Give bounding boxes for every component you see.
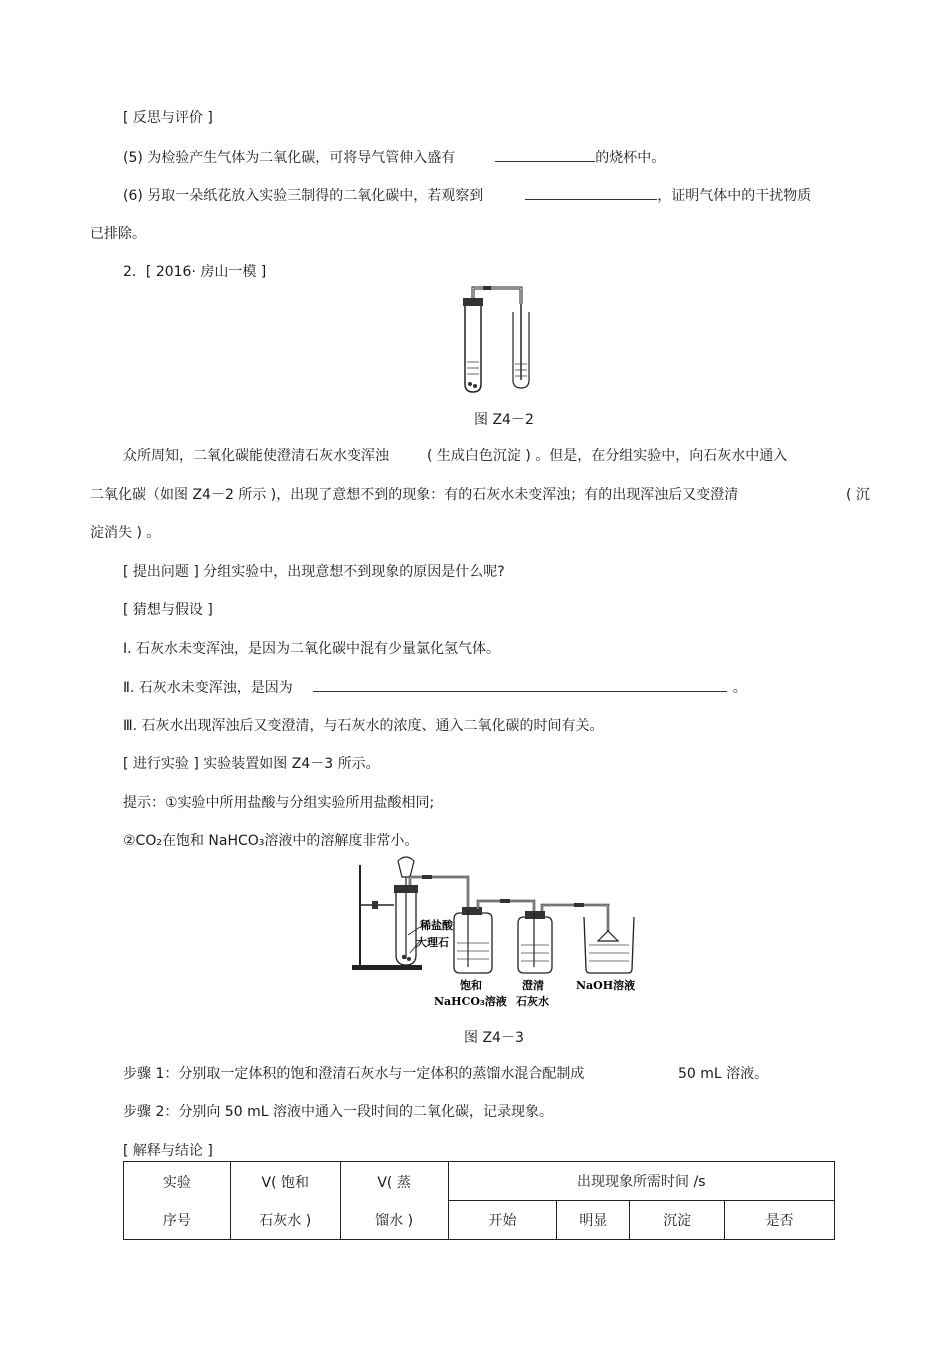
hypothesis-3: Ⅲ. 石灰水出现浑浊后又变澄清，与石灰水的浓度、通入二氧化碳的时间有关。 <box>123 718 604 734</box>
label-beaker: NaOH溶液 <box>576 979 636 992</box>
subheader-cell-start: 开始 <box>448 1201 557 1240</box>
hypothesis-2-text: Ⅱ. 石灰水未变浑浊，是因为 <box>123 680 293 696</box>
header-text: V( 蒸 <box>377 1174 411 1191</box>
section-heading-reflection: [ 反思与评价 ] <box>123 110 213 126</box>
answer-blank[interactable] <box>525 185 657 200</box>
step-1-text: 步骤 1：分别取一定体积的饱和澄清石灰水与一定体积的蒸馏水混合配制成 <box>123 1066 585 1082</box>
figure-caption: 图 Z4－2 <box>474 412 534 428</box>
experiment-heading: [ 进行实验 ] 实验装置如图 Z4－3 所示。 <box>123 756 380 772</box>
question-5-tail: 的烧杯中。 <box>595 150 666 166</box>
header-cell-time-required: 出现现象所需时间 /s <box>448 1162 834 1201</box>
question-6-text: (6) 另取一朵纸花放入实验三制得的二氧化碳中，若观察到 <box>123 188 484 204</box>
header-cell-limewater-volume <box>230 1162 340 1240</box>
apparatus-figure <box>350 855 650 1015</box>
step-1 <box>123 1064 584 1084</box>
intro-line-2-a: 二氧化碳（如图 Z4－2 所示 )，出现了意想不到的现象：有的石灰水未变浑浊；有的出现浑浊后又变澄清 <box>90 487 739 503</box>
step-1-tail: 50 mL 溶液。 <box>678 1066 769 1082</box>
question-6-tail: ，证明气体中的干扰物质 <box>657 188 812 204</box>
header-text: 序号 <box>162 1212 191 1229</box>
intro-line-3: 淀消失 ) 。 <box>90 525 161 541</box>
answer-blank[interactable] <box>495 147 595 162</box>
hypothesis-2 <box>123 677 747 698</box>
hypothesis-1: Ⅰ. 石灰水未变浑浊，是因为二氧化碳中混有少量氯化氢气体。 <box>123 641 501 657</box>
label-marble: 大理石 <box>416 936 449 949</box>
results-table <box>123 1161 835 1240</box>
header-text: V( 饱和 <box>261 1174 310 1191</box>
intro-line-2 <box>90 485 738 505</box>
question-5-text: (5) 为检验产生气体为二氧化碳，可将导气管伸入盛有 <box>123 150 456 166</box>
label-acid: 稀盐酸 <box>420 919 453 932</box>
question-5 <box>123 147 665 168</box>
answer-blank[interactable] <box>313 677 727 692</box>
intro-line-1-a: 众所周知，二氧化碳能使澄清石灰水变浑浊 <box>123 448 389 464</box>
step-2: 步骤 2：分别向 50 mL 溶液中通入一段时间的二氧化碳，记录现象。 <box>123 1104 553 1120</box>
subheader-cell-obvious: 明显 <box>557 1201 630 1240</box>
question-heading: [ 提出问题 ] 分组实验中，出现意想不到现象的原因是什么呢? <box>123 564 505 580</box>
subheader-cell-whether: 是否 <box>725 1201 835 1240</box>
conclusion-heading: [ 解释与结论 ] <box>123 1143 213 1159</box>
label-bottle2-a: 澄清 <box>522 979 544 992</box>
tip-1: 提示：①实验中所用盐酸与分组实验所用盐酸相同; <box>123 795 435 811</box>
question-6-continued: 已排除。 <box>90 226 146 242</box>
header-text: 馏水 ) <box>375 1212 414 1229</box>
intro-line-1-b: ( 生成白色沉淀 ) 。但是，在分组实验中，向石灰水中通入 <box>427 448 788 464</box>
label-bottle1-b: NaHCO₃溶液 <box>434 995 507 1008</box>
question-6 <box>123 185 811 206</box>
header-text: 实验 <box>162 1174 191 1191</box>
header-cell-experiment-no <box>124 1162 231 1240</box>
problem-number: 2．[ 2016· 房山一模 ] <box>123 264 267 280</box>
intro-line-2-b: ( 沉 <box>846 487 870 503</box>
subheader-cell-precipitate: 沉淀 <box>630 1201 725 1240</box>
label-bottle1-a: 饱和 <box>460 979 482 992</box>
hypothesis-2-tail: 。 <box>732 680 747 696</box>
figure-caption: 图 Z4－3 <box>464 1030 524 1046</box>
test-tube-figure <box>455 284 535 396</box>
hypothesis-heading: [ 猜想与假设 ] <box>123 602 213 618</box>
label-bottle2-b: 石灰水 <box>516 995 549 1008</box>
tip-2: ②CO₂在饱和 NaHCO₃溶液中的溶解度非常小。 <box>123 833 419 849</box>
intro-line-1 <box>123 446 787 466</box>
header-text: 石灰水 ) <box>259 1212 312 1229</box>
header-cell-water-volume <box>340 1162 448 1240</box>
